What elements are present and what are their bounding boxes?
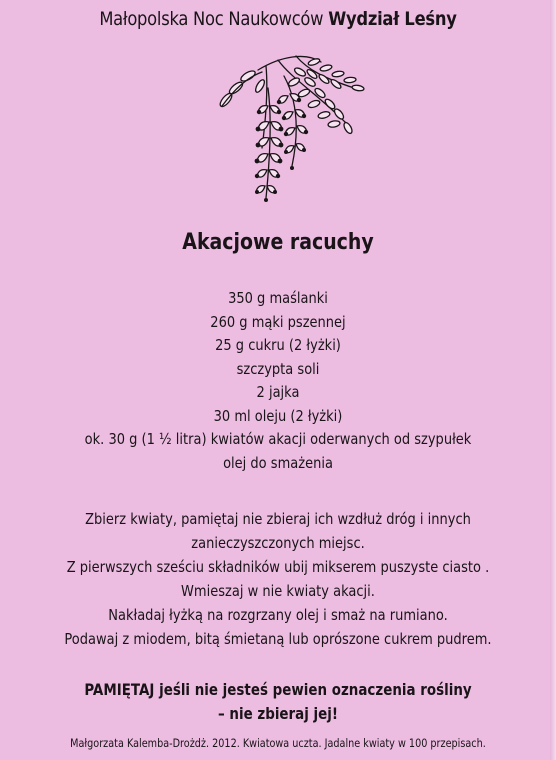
ingredient-item: 350 g maślanki bbox=[228, 289, 328, 307]
acacia-flower-branch-icon bbox=[196, 48, 366, 226]
paper-edge bbox=[550, 0, 556, 760]
ingredient-item: 2 jajka bbox=[256, 383, 300, 401]
step-line: zanieczyszczonych miejsc. bbox=[191, 534, 365, 552]
step-line: Nakładaj łyżką na rozgrzany olej i smaż na rumiano. bbox=[108, 606, 448, 624]
step-line: Zbierz kwiaty, pamiętaj nie zbieraj ich wzdłuż dróg i innych bbox=[85, 510, 471, 528]
header-faculty: Wydział Leśny bbox=[328, 8, 457, 30]
header-event: Małopolska Noc Naukowców bbox=[99, 8, 324, 30]
preparation-steps bbox=[44, 507, 511, 651]
step-line: Podawaj z miodem, bitą śmietaną lub oprószone cukrem pudrem. bbox=[64, 630, 492, 648]
ingredient-item: 25 g cukru (2 łyżki) bbox=[215, 336, 341, 354]
step-line: Wmieszaj w nie kwiaty akacji. bbox=[181, 582, 375, 600]
ingredient-item: ok. 30 g (1 ½ litra) kwiatów akacji oderwanych od szypułek bbox=[84, 430, 472, 448]
ingredient-item: 30 ml oleju (2 łyżki) bbox=[213, 406, 343, 425]
ingredient-item: olej do smażenia bbox=[223, 453, 333, 472]
ingredient-item: szczypta soli bbox=[236, 359, 320, 378]
recipe-title: Akacjowe racuchy bbox=[182, 230, 374, 255]
warning-note bbox=[44, 678, 511, 726]
ingredient-item: 260 g mąki pszennej bbox=[210, 312, 346, 331]
warning-line-2: – nie zbieraj jej! bbox=[218, 704, 338, 723]
warning-line-1: PAMIĘTAJ jeśli nie jesteś pewien oznaczenia rośliny bbox=[84, 680, 472, 699]
source-citation: Małgorzata Kalemba-Drożdż. 2012. Kwiatowa uczta. Jadalne kwiaty w 100 przepisach. bbox=[70, 736, 486, 750]
header bbox=[39, 8, 517, 30]
ingredients-list bbox=[44, 287, 511, 475]
step-line: Z pierwszych sześciu składników ubij mikserem puszyste ciasto . bbox=[66, 558, 490, 576]
